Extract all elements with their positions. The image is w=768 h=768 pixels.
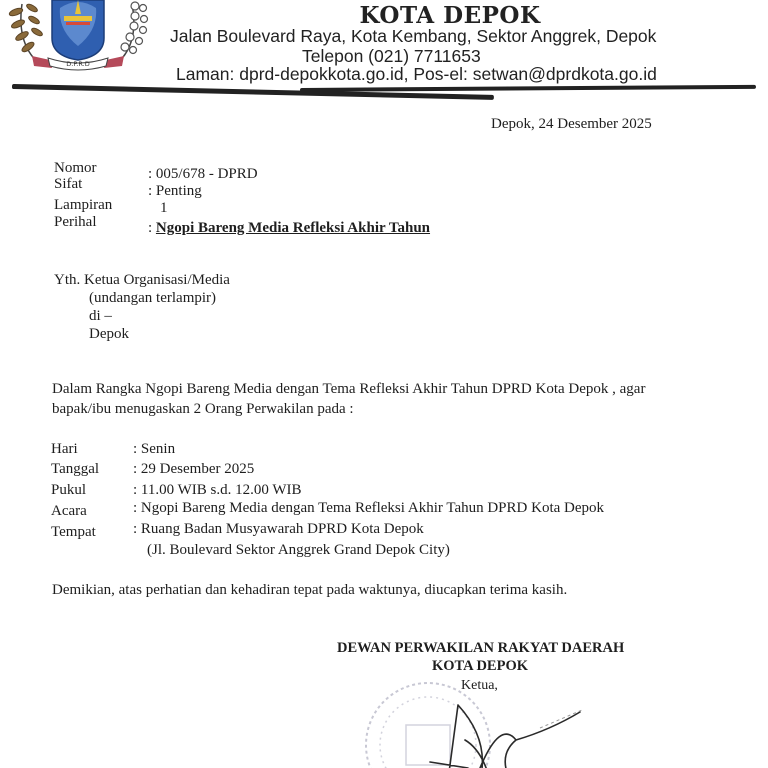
closing-sentence: Demikian, atas perhatian dan kehadiran tepat pada waktunya, diucapkan terima kasih. (52, 582, 568, 598)
detail-value-tempat: : Ruang Badan Musyawarah DPRD Kota Depok (133, 521, 424, 537)
meta-label-sifat: Sifat (54, 176, 83, 192)
recipient-line-3: di – (89, 308, 112, 324)
detail-value-tanggal: : 29 Desember 2025 (133, 461, 255, 477)
signature-org-line-2: KOTA DEPOK (432, 658, 529, 674)
letterhead-web-email: Laman: dprd-depokkota.go.id, Pos-el: setwan@dprdkota.go.id (176, 64, 657, 84)
letterhead-phone: Telepon (021) 7711653 (302, 46, 481, 66)
signature-position: Ketua, (461, 678, 498, 693)
cotton-branch-icon (114, 2, 148, 66)
detail-label-acara: Acara (51, 503, 87, 519)
detail-label-pukul: Pukul (51, 482, 87, 498)
perihal-subject: Ngopi Bareng Media Refleksi Akhir Tahun (155, 220, 431, 236)
perihal-colon: : (148, 220, 156, 236)
detail-value-hari: : Senin (133, 441, 176, 457)
detail-label-tempat: Tempat (51, 524, 96, 540)
wheat-branch-icon (8, 3, 43, 66)
detail-value-acara: : Ngopi Bareng Media dengan Tema Refleksi Akhir Tahun DPRD Kota Depok (133, 500, 605, 516)
logo-ribbon-text: D.P.R.D (66, 60, 90, 68)
letter-date: Depok, 24 Desember 2025 (491, 116, 652, 132)
recipient-line-2: (undangan terlampir) (89, 290, 217, 306)
letterhead-title: KOTA DEPOK (359, 2, 541, 29)
detail-value-tempat-address: (Jl. Boulevard Sektor Anggrek Grand Depok City) (147, 542, 450, 558)
detail-value-pukul: : 11.00 WIB s.d. 12.00 WIB (133, 482, 302, 498)
signature-org-line-1: DEWAN PERWAKILAN RAKYAT DAERAH (337, 640, 625, 656)
meta-value-nomor: : 005/678 - DPRD (148, 166, 258, 182)
recipient-line-1: Yth. Ketua Organisasi/Media (54, 272, 230, 288)
body-paragraph-line-2: bapak/ibu menugaskan 2 Orang Perwakilan pada : (52, 401, 354, 417)
meta-label-lampiran: Lampiran (54, 197, 113, 213)
meta-label-perihal: Perihal (54, 214, 97, 230)
meta-value-lampiran: 1 (160, 200, 168, 216)
detail-label-tanggal: Tanggal (51, 461, 100, 477)
detail-label-hari: Hari (51, 441, 78, 457)
meta-value-perihal (148, 220, 430, 237)
meta-value-sifat: : Penting (148, 183, 202, 199)
letterhead-divider-right (300, 85, 756, 92)
letterhead-address: Jalan Boulevard Raya, Kota Kembang, Sektor Anggrek, Depok (170, 26, 657, 46)
dprd-emblem-logo (2, 0, 152, 76)
handwritten-signature (420, 680, 620, 768)
body-paragraph-line-1: Dalam Rangka Ngopi Bareng Media dengan Tema Refleksi Akhir Tahun DPRD Kota Depok , agar (52, 381, 646, 397)
meta-label-nomor: Nomor (54, 160, 97, 176)
recipient-line-4: Depok (89, 326, 129, 342)
